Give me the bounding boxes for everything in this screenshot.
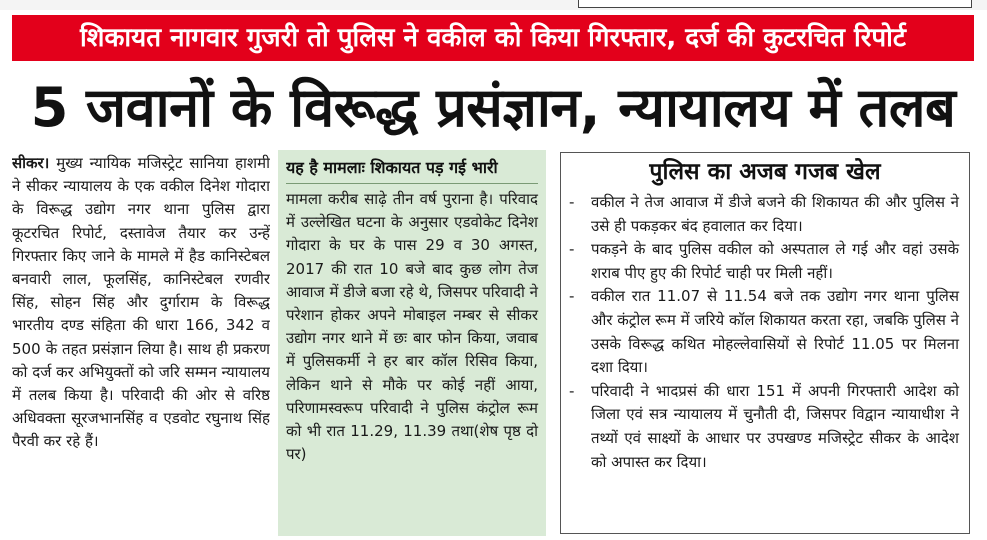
sidebar-list-item: [569, 380, 959, 474]
dateline: सीकर।: [12, 154, 50, 172]
sidebar-police-box: [560, 152, 970, 534]
article-body-main: मुख्य न्यायिक मजिस्ट्रेट सानिया हाशमी ने सीकर न्यायालय के एक वकील दिनेश गोदारा के विरूद्ध उद्योग नगर थाना पुलिस द्वारा कूटरचित रिपोर्ट, दस्तावेज तैयार कर उन्हें गिरफ्तार किए जाने के मामले में हैड कानिस्टेबल बनवारी लाल, फूलसिंह, कानिस्टेबल रणवीर सिंह, सोहन सिंह और दुर्गाराम के विरूद्ध भारतीय दण्ड संहिता की धारा 166, 342 व 500 के तहत प्रसंज्ञान लिया है। साथ ही प्रकरण को दर्ज कर अभियुक्तों को जरि सम्मन न्यायालय में तलब किया है। परिवादी की ओर से वरिष्ठ अधिवक्ता सूरजभानसिंह व एडवोट रघुनाथ सिंह पैरवी कर रहे हैं।: [12, 154, 270, 451]
sidebar-item-text: वकील ने तेज आवाज में डीजे बजने की शिकायत की और पुलिस ने उसे ही पकड़कर बंद हवालात कर दिया।: [591, 193, 959, 235]
headline: 5 जवानों के विरूद्ध प्रसंज्ञान, न्यायालय में तलब: [30, 76, 956, 139]
article-column-case-box: [278, 150, 546, 536]
previous-article-box-edge: [578, 0, 972, 8]
bullet-dash: -: [569, 240, 575, 259]
sidebar-list-item: [569, 285, 959, 379]
bullet-dash: -: [569, 193, 575, 211]
sidebar-list: [561, 191, 969, 474]
sidebar-item-text: पकड़ने के बाद पुलिस वकील को अस्पताल ले गई और वहां उसके शराब पीए हुए की रिपोर्ट चाही पर मिली नहीं।: [591, 240, 959, 282]
top-strip: [0, 0, 987, 10]
sidebar-item-text: वकील रात 11.07 से 11.54 बजे तक उद्योग नगर थाना पुलिस और कंट्रोल रूम में जरिये कॉल शिकायत करता रहा, जबकि पुलिस ने उसके विरूद्ध कथित मोहल्लेवासियों से रिपोर्ट 11.05 पर मिलना दशा दिया।: [591, 287, 959, 377]
sidebar-list-item: [569, 191, 959, 238]
article-column-main: [12, 152, 270, 536]
case-body: मामला करीब साढ़े तीन वर्ष पुराना है। परिवाद में उल्लेखित घटना के अनुसार एडवोकेट दिनेश गोदारा के घर के पास 29 व 30 अगस्त, 2017 की रात 10 बजे बाद कुछ लोग तेज आवाज में डीजे बजा रहे थे, जिसपर परिवादी ने परेशान होकर अपने मोबाइल नम्बर से सीकर उद्योग नगर थाने में छः बार फोन किया, जवाब में पुलिसकर्मी ने हर बार कॉल रिसिव किया, लेकिन थाने से मौके पर कोई नहीं आया, परिणामस्वरूप परिवादी ने पुलिस कंट्रोल रूम को भी रात 11.29, 11.39 तथा(शेष पृष्ठ दो पर): [286, 190, 538, 464]
sidebar-title: पुलिस का अजब गजब खेल: [649, 159, 881, 185]
bullet-dash: -: [569, 287, 575, 306]
case-subheading: यह है मामलाः शिकायत पड़ गई भारी: [286, 156, 538, 184]
sidebar-list-item: [569, 238, 959, 285]
kicker-banner: शिकायत नागवार गुजरी तो पुलिस ने वकील को किया गिरफ्तार, दर्ज की कुटरचित रिपोर्ट: [12, 15, 974, 61]
sidebar-item-text: परिवादी ने भादप्रसं की धारा 151 में अपनी गिरफ्तारी आदेश को जिला एवं सत्र न्यायालय में चुनौती दी, जिसपर विद्वान न्यायाधीश ने तथ्यों एवं साक्ष्यों के आधार पर उपखण्ड मजिस्ट्रेट सीकर के आदेश को अपास्त कर दिया।: [591, 381, 959, 471]
bullet-dash: -: [569, 381, 575, 400]
